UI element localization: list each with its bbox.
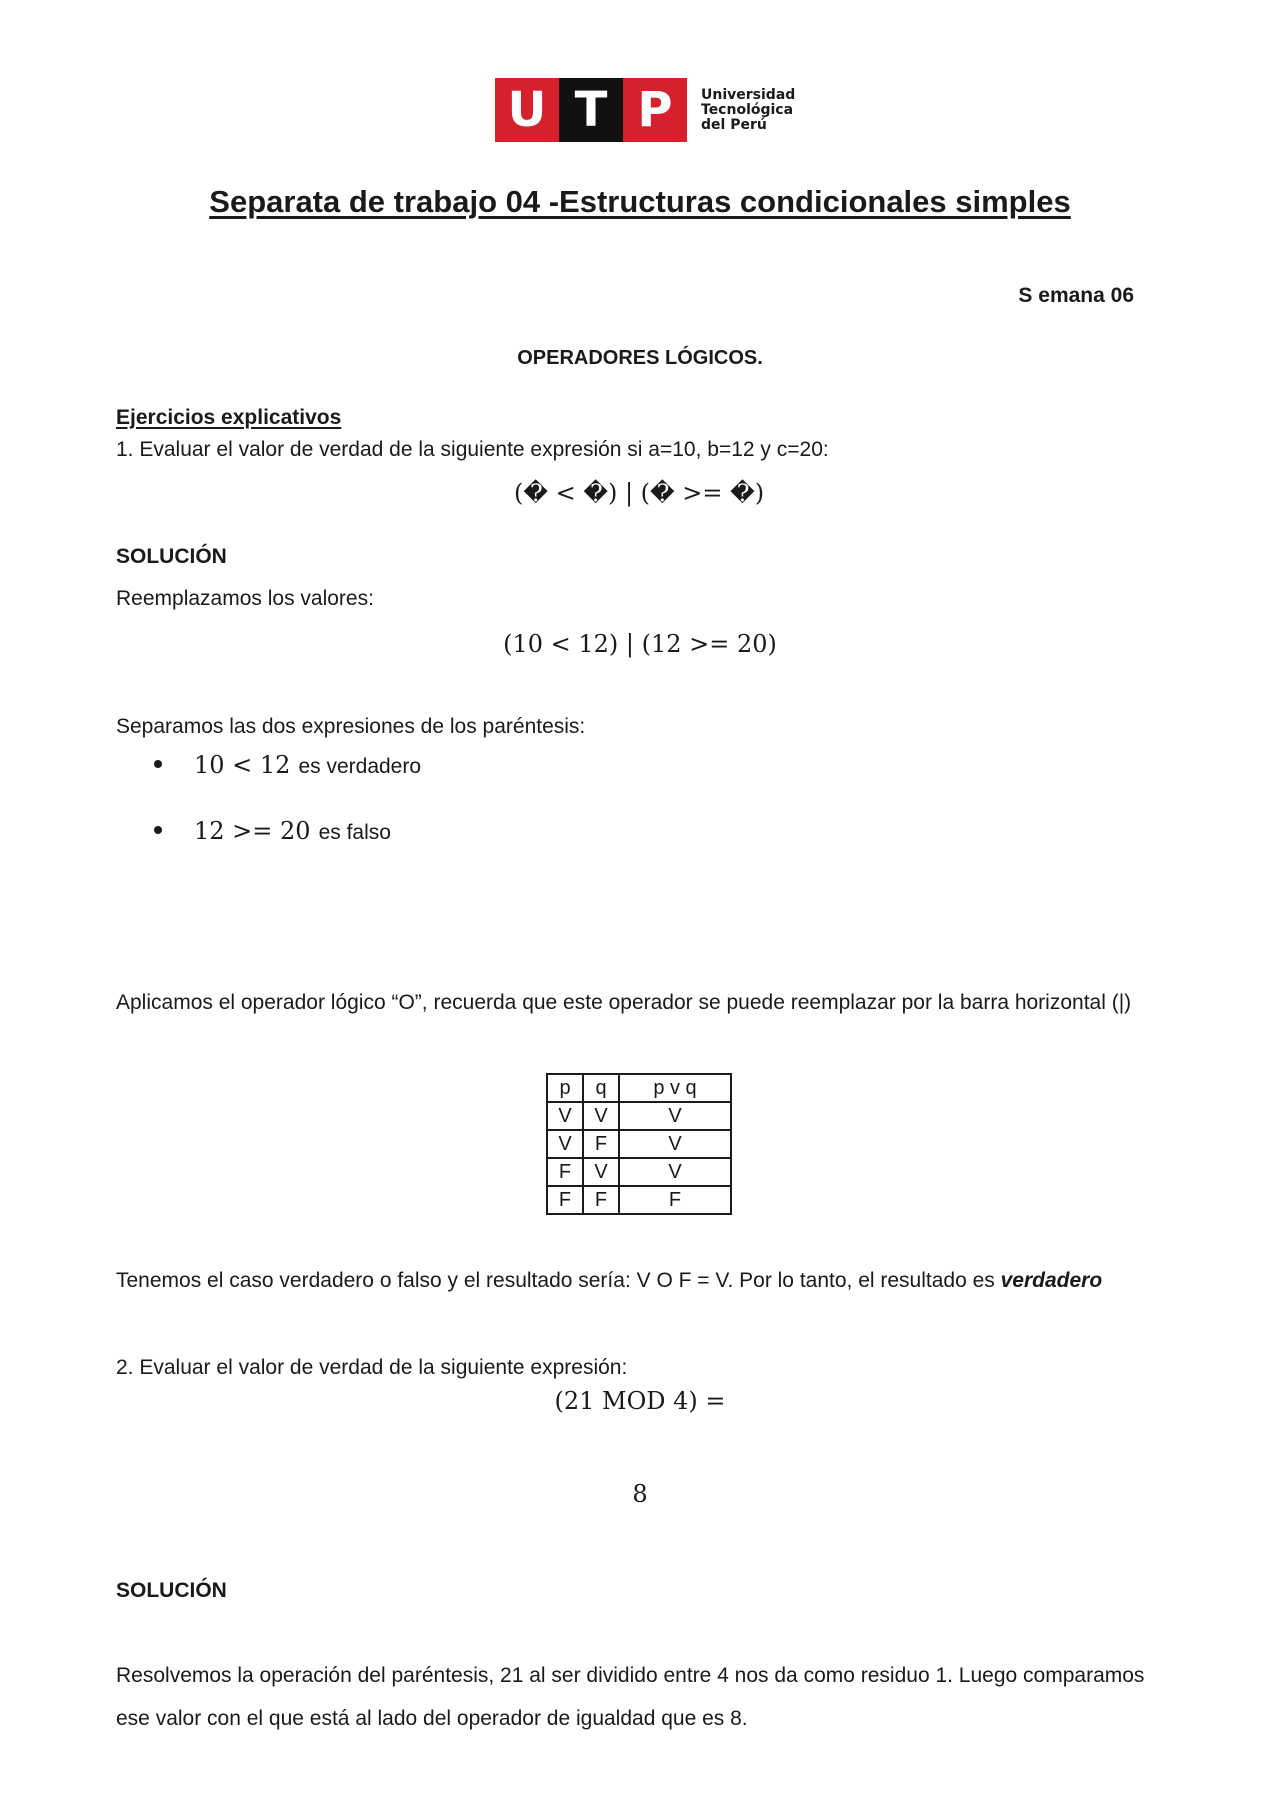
table-row [547,1186,731,1214]
logo-line-1: Universidad [701,86,796,103]
logo-wordmark [701,88,795,133]
table-row [547,1102,731,1130]
table-cell: F [547,1158,583,1186]
section-heading: OPERADORES LÓGICOS. [517,347,763,369]
list-item [154,751,421,779]
subheading-explanatory: Ejercicios explicativos [116,406,342,429]
logo-line-2: Tecnológica [701,101,794,118]
exercise-2-expression: (21 MOD 4) = [554,1387,726,1415]
table-cell: V [547,1130,583,1158]
logo-letter-t: T [559,78,623,142]
table-cell: V [619,1158,731,1186]
exercise-2-solution-label: SOLUCIÓN [116,1579,227,1602]
table-header-cell: p [547,1074,583,1102]
table-cell: V [583,1102,619,1130]
table-cell: V [619,1130,731,1158]
logo-line-3: del Perú [701,116,767,133]
logo-letter-u: U [495,78,559,142]
exercise-1-expression: (� < �) | (� >= �) [514,479,765,507]
table-cell: F [583,1186,619,1214]
table-cell: V [547,1102,583,1130]
conclusion-emphasis: verdadero [1000,1269,1103,1292]
table-cell: F [547,1186,583,1214]
exercise-1-prompt: 1. Evaluar el valor de verdad de la siguiente expresión si a=10, b=12 y c=20: [116,438,829,461]
utp-logo-mark [495,78,687,142]
bullet-text: es verdadero [298,755,422,778]
table-cell: V [583,1158,619,1186]
week-label: S emana 06 [1018,284,1134,307]
page-title: Separata de trabajo 04 -Estructuras condicionales simples [209,184,1071,219]
replaced-expression: (10 < 12) | (12 >= 20) [503,630,777,658]
bullet-math: 10 < 12 [194,751,291,779]
utp-logo [495,78,795,142]
table-row [547,1130,731,1158]
truth-table [546,1073,732,1215]
table-header-row [547,1074,731,1102]
conclusion-text [116,1269,1102,1293]
bullet-math: 12 >= 20 [194,817,311,845]
exercise-2-solution-line-1: Resolvemos la operación del paréntesis, 21 al ser dividido entre 4 nos da como residuo 1. Luego comparamos [116,1664,1145,1687]
exercise-2-solution-line-2: ese valor con el que está al lado del operador de igualdad que es 8. [116,1707,748,1730]
separate-text: Separamos las dos expresiones de los paréntesis: [116,715,586,738]
bullet-icon [154,760,162,768]
exercise-1-solution-label: SOLUCIÓN [116,545,227,568]
list-item [154,817,391,845]
exercise-2-expression-value: 8 [632,1480,648,1508]
bullet-text: es falso [318,821,391,844]
logo-letter-p: P [623,78,687,142]
exercise-2-prompt: 2. Evaluar el valor de verdad de la siguiente expresión: [116,1356,628,1379]
table-row [547,1158,731,1186]
replace-values-text: Reemplazamos los valores: [116,587,374,610]
table-cell: V [619,1102,731,1130]
bullet-icon [154,826,162,834]
table-cell: F [583,1130,619,1158]
apply-operator-text: Aplicamos el operador lógico “O”, recuerda que este operador se puede reemplazar por la barra horizontal (|) [116,991,1132,1014]
conclusion-prefix: Tenemos el caso verdadero o falso y el resultado sería: V O F = V. Por lo tanto, el resultado es [116,1269,1001,1292]
table-header-cell: p v q [619,1074,731,1102]
table-cell: F [619,1186,731,1214]
table-header-cell: q [583,1074,619,1102]
